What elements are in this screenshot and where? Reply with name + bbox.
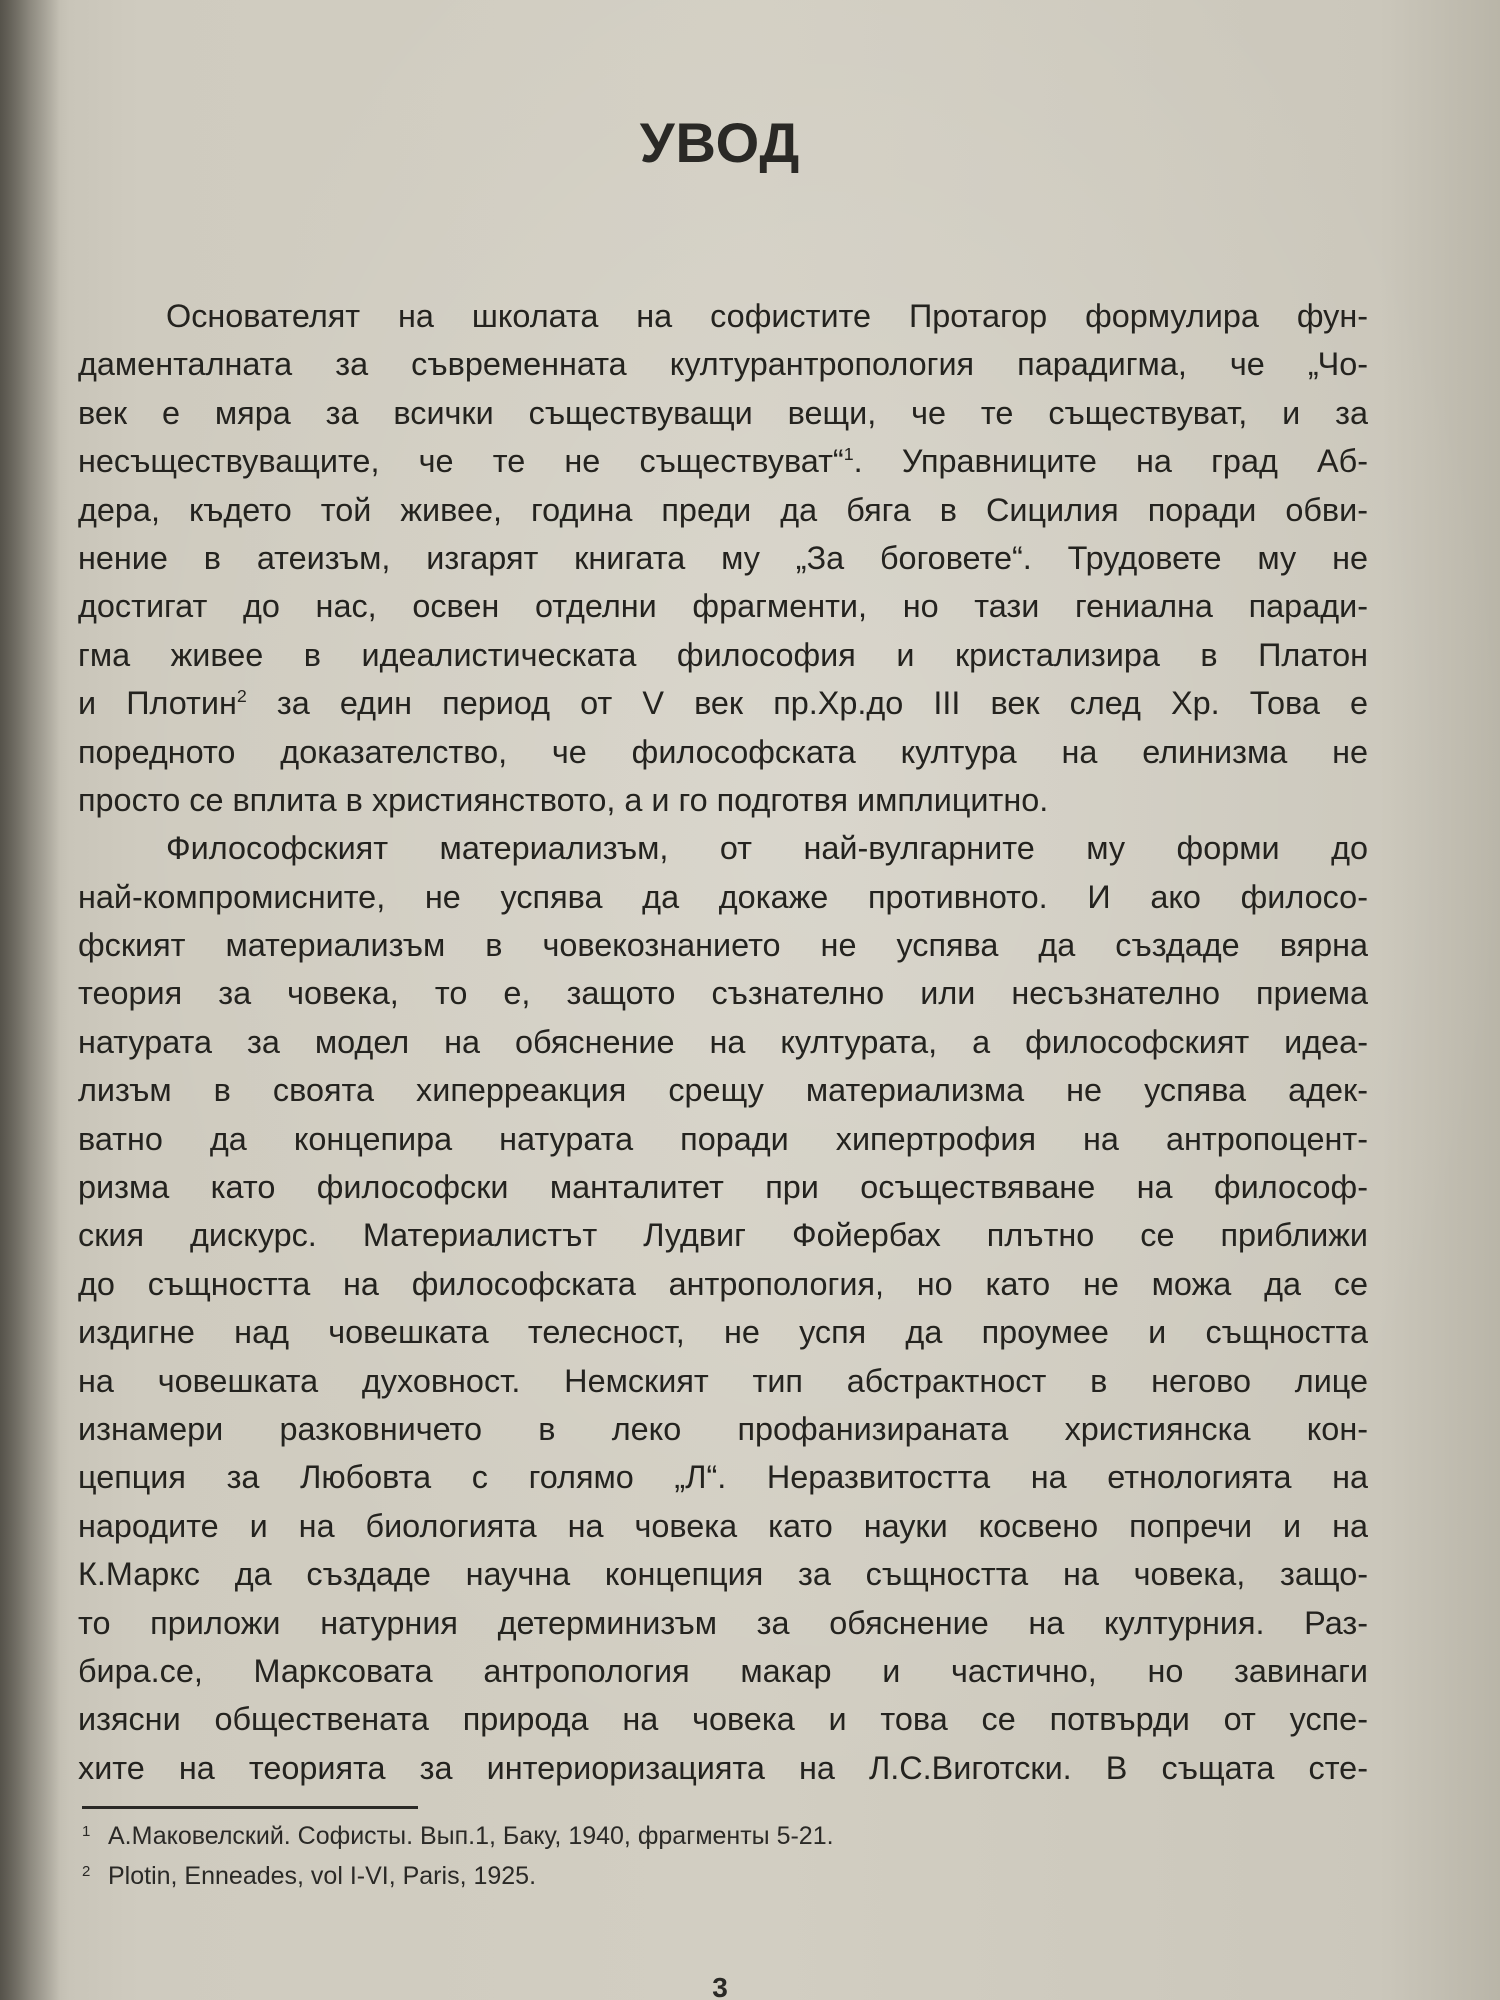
body-text <box>78 292 1368 1792</box>
footnote <box>82 1818 1282 1858</box>
text-line: Философският материализъм, от най-вулгарните му форми до <box>166 830 1368 867</box>
text-line: до същността на философската антропология, но като не можа да се <box>78 1265 1368 1302</box>
text-line: даменталната за съвременната културантропология парадигма, че „Чо- <box>78 346 1368 383</box>
text-line: цепция за Любовта с голямо „Л“. Неразвитостта на етнологията на <box>78 1459 1368 1496</box>
text-segment: и Плотин <box>78 685 237 722</box>
footnote-text: А.Маковелский. Софисты. Вып.1, Баку, 1940, фрагменты 5-21. <box>108 1822 834 1850</box>
page-number: 3 <box>712 1972 728 2000</box>
text-line: изясни обществената природа на човека и това се потвърди от успе- <box>78 1701 1368 1738</box>
footnote-divider <box>82 1806 418 1809</box>
text-line: народите и на биологията на човека като науки косвено попречи и на <box>78 1507 1368 1544</box>
text-line-with-note <box>78 679 1368 727</box>
text-line: теория за човека, то е, защото съзнателно или несъзнателно приема <box>78 975 1368 1012</box>
gutter-shadow <box>0 0 60 2000</box>
text-line: поредното доказателство, че философската култура на елинизма не <box>78 733 1368 770</box>
text-line: бира.се, Марксовата антропология макар и частично, но завинаги <box>78 1652 1368 1689</box>
text-line: ския дискурс. Материалистът Лудвиг Фойербах плътно се приближи <box>78 1217 1368 1254</box>
footnote-number: 2 <box>82 1863 91 1880</box>
text-segment: за един период от V век пр.Хр.до III век след Хр. Това е <box>246 685 1368 722</box>
text-line: изнамери разковничето в леко профанизираната християнска кон- <box>78 1410 1368 1447</box>
footnote-number: 1 <box>82 1823 91 1840</box>
text-line: Основателят на школата на софистите Протагор формулира фун- <box>166 298 1368 334</box>
text-line: най-компромисните, не успява да докаже противното. И ако филосо- <box>78 878 1368 915</box>
text-line: натурата за модел на обяснение на културата, а философският идеа- <box>78 1023 1368 1060</box>
text-line: на човешката духовност. Немският тип абстрактност в негово лице <box>78 1362 1368 1399</box>
text-line: то приложи натурния детерминизъм за обяснение на културния. Раз- <box>78 1604 1368 1641</box>
text-line: хите на теорията за интериоризацията на Л.С.Виготски. В същата сте- <box>78 1749 1368 1786</box>
text-line: фският материализъм в човекознанието не успява да създаде вярна <box>78 927 1368 964</box>
footnote <box>82 1858 1282 1898</box>
text-line: достигат до нас, освен отделни фрагменти, но тази гениална паради- <box>78 588 1368 625</box>
footnote-ref: 2 <box>236 686 247 707</box>
footnote-text: Plotin, Enneades, vol I-VI, Paris, 1925. <box>108 1862 537 1890</box>
text-line: ватно да концепира натурата поради хипертрофия на антропоцент- <box>78 1120 1368 1157</box>
text-line: лизъм в своята хиперреакция срещу материализма не успява адек- <box>78 1072 1368 1109</box>
text-line: ризма като философски манталитет при осъществяване на философ- <box>78 1169 1368 1206</box>
text-line: гма живее в идеалистическата философия и кристализира в Платон <box>78 636 1368 673</box>
text-line: издигне над човешката телесност, не успя да проумее и същността <box>78 1314 1368 1351</box>
text-line: К.Маркс да създаде научна концепция за същността на човека, защо- <box>78 1556 1368 1593</box>
footnote-ref: 1 <box>843 444 854 465</box>
text-line: нение в атеизъм, изгарят книгата му „За боговете“. Трудовете му не <box>78 539 1368 576</box>
text-segment: несъществуващите, че те не съществуват“ <box>78 443 844 480</box>
page-title: УВОД <box>639 111 801 174</box>
footnotes <box>82 1818 1282 1898</box>
text-line: дера, където той живее, година преди да бяга в Сицилия поради обви- <box>78 491 1368 528</box>
text-line-with-note <box>78 437 1368 485</box>
text-segment: . Управниците на град Аб- <box>853 443 1368 480</box>
text-line: век е мяра за всички съществуващи вещи, че те съществуват, и за <box>78 394 1368 431</box>
text-line: просто се вплита в християнството, а и го подготвя имплицитно. <box>78 781 1049 818</box>
